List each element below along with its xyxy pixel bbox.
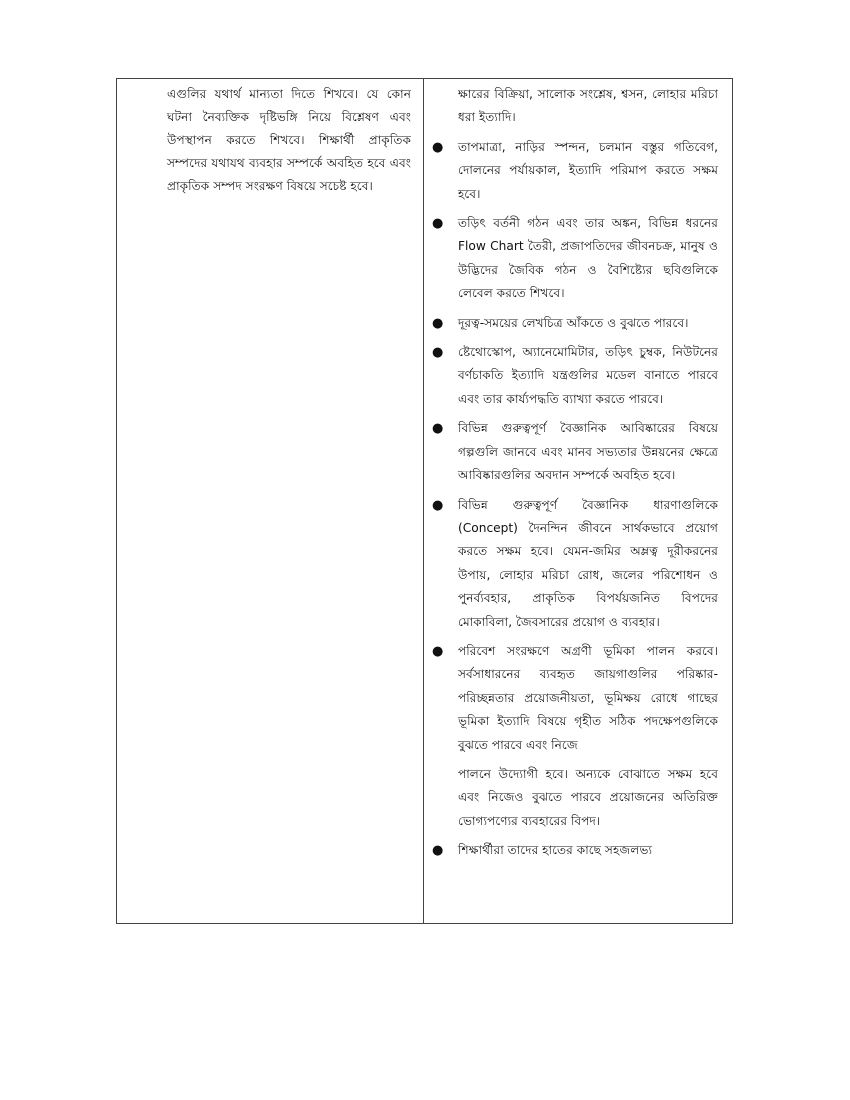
left-column-cell <box>117 79 424 924</box>
list-item <box>432 417 718 487</box>
list-item-text: বিভিন্ন গুরুত্বপূর্ণ বৈজ্ঞানিক আবিষ্কারের বিষয়ে গল্পগুলি জানবে এবং মানব সভ্যতার উন্নয়নের ক্ষেত্রে আবিষ্কারগুলির অবদান সম্পর্কে অবহিত হবে। <box>458 421 718 483</box>
continuation-text: পালনে উদ্যোগী হবে। অন্যকে বোঝাতে সক্ষম হবে এবং নিজেও বুঝতে পারবে প্রয়োজনের অতিরিক্ত ভোগ্যপণ্যের ব্যবহারের বিপদ। <box>458 766 718 828</box>
list-item-text: ষ্টেথোস্কোপ, অ্যানেমোমিটার, তড়িৎ চুম্বক, নিউটনের বর্ণচাকতি ইত্যাদি যন্ত্রগুলির মডেল বানাতে পারবে এবং তার কার্য্যপদ্ধতি ব্যাখ্যা করতে পারবে। <box>458 345 718 406</box>
bullet-icon: ● <box>432 315 444 331</box>
outcome-list <box>424 79 732 863</box>
bullet-icon: ● <box>432 843 444 859</box>
content-table <box>116 78 733 924</box>
list-item <box>432 839 718 862</box>
list-item <box>432 212 718 306</box>
list-item-text: শিক্ষার্থীরা তাদের হাতের কাছে সহজলভ্য <box>458 843 652 858</box>
list-item-text: বিভিন্ন গুরুত্বপূর্ণ বৈজ্ঞানিক ধারণাগুলিকে (Concept) দৈনন্দিন জীবনে সার্থকভাবে প্রয়োগ করতে সক্ষম হবে। যেমন-জমির অম্লত্ব দূরীকরনের উপায়, লোহার মরিচা রোধ, জলের পরিশোধন ও পুনর্ব্যবহার, প্রাকৃতিক বিপর্যয়জনিত বিপদের মোকাবিলা, জৈবসারের প্রয়োগ ও ব্যবহার। <box>458 497 718 629</box>
bullet-icon: ● <box>432 421 444 437</box>
list-item-continuation <box>458 83 718 130</box>
list-item-text: তড়িৎ বর্তনী গঠন এবং তার অঙ্কন, বিভিন্ন ধরনের Flow Chart তৈরী, প্রজাপতিদের জীবনচক্র, মানুষ ও উদ্ভিদের জৈবিক গঠন ও বৈশিষ্ট্যের ছবিগুলিকে লেবেল করতে শিখবে। <box>458 216 718 301</box>
bullet-icon: ● <box>432 643 444 659</box>
left-column-paragraph: এগুলির যথার্থ মান্যতা দিতে শিখবে। যে কোন ঘটনা নৈব্যক্তিক দৃষ্টিভঙ্গি নিয়ে বিশ্লেষণ এবং উপস্থাপন করতে শিখবে। শিক্ষার্থী প্রাকৃতিক সম্পদের যথাযথ ব্যবহার সম্পর্কে অবহিত হবে এবং প্রাকৃতিক সম্পদ সংরক্ষণ বিষয়ে সচেষ্ট হবে। <box>167 87 411 193</box>
list-item <box>432 341 718 411</box>
list-item <box>432 136 718 206</box>
table-row <box>117 79 733 924</box>
bullet-icon: ● <box>432 139 444 155</box>
bullet-icon: ● <box>432 497 444 513</box>
bullet-icon: ● <box>432 216 444 232</box>
list-item-continuation <box>458 763 718 833</box>
list-item-text: তাপমাত্রা, নাড়ির স্পন্দন, চলমান বস্তুর গতিবেগ, দোলনের পর্যায়কাল, ইত্যাদি পরিমাপ করতে সক্ষম হবে। <box>458 139 718 201</box>
list-item-text: দূরত্ব-সময়ের লেখচিত্র আঁকতে ও বুঝতে পারবে। <box>458 315 689 330</box>
list-item-text: পরিবেশ সংরক্ষণে অগ্রণী ভূমিকা পালন করবে। সর্বসাধারনের ব্যবহৃত জায়গাগুলির পরিষ্কার-পরিচ্ছন্নতার প্রয়োজনীয়তা, ভূমিক্ষয় রোধে গাছের ভূমিকা ইত্যাদি বিষয়ে গৃহীত সঠিক পদক্ষেপগুলিকে বুঝতে পারবে এবং নিজে <box>458 643 718 752</box>
list-item <box>432 494 718 634</box>
list-item <box>432 640 718 757</box>
bullet-icon: ● <box>432 345 444 361</box>
list-item <box>432 312 718 335</box>
right-column-cell <box>424 79 733 924</box>
continuation-text: ক্ষারের বিক্রিয়া, সালোক সংশ্লেষ, শ্বসন, লোহার মরিচা ধরা ইত্যাদি। <box>458 87 718 125</box>
